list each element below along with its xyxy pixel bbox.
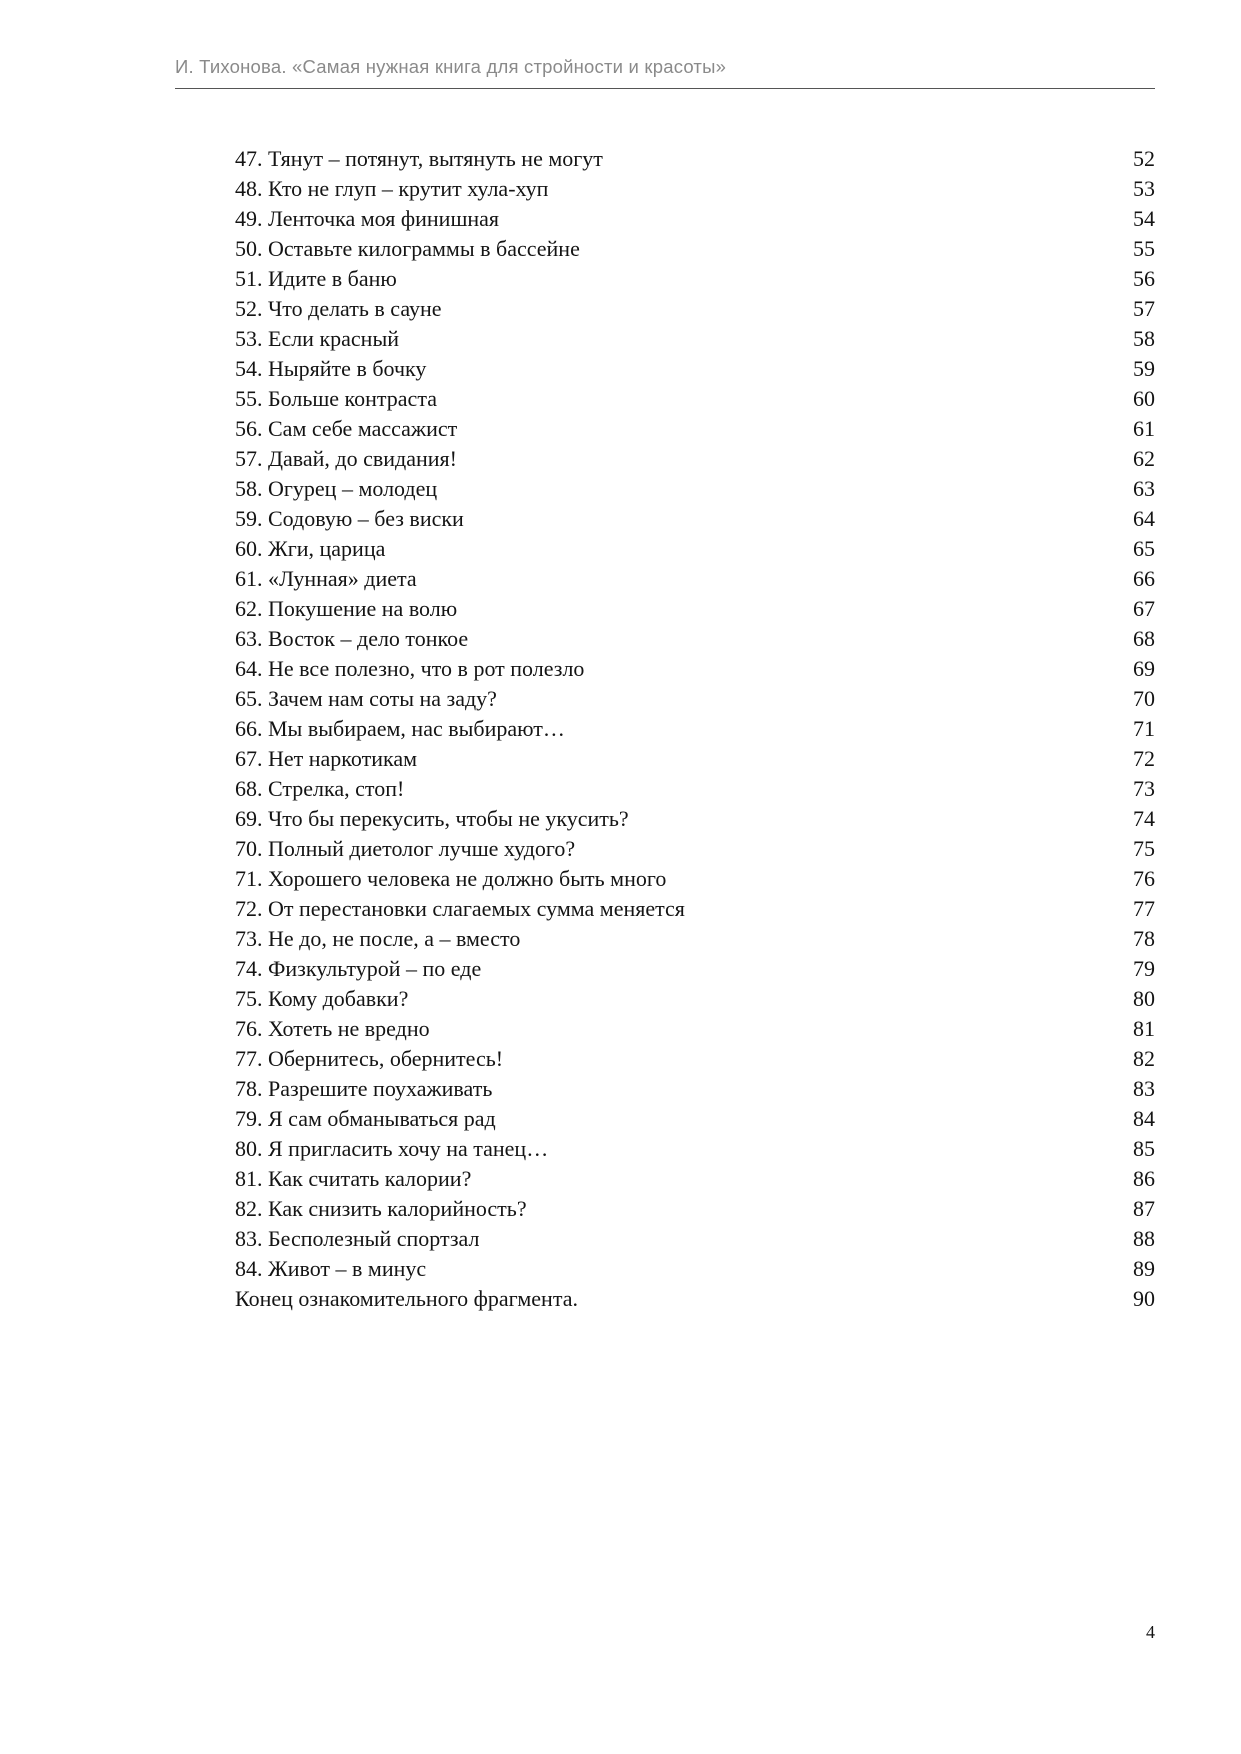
toc-entry-title: 47. Тянут – потянут, вытянуть не могут	[235, 146, 603, 171]
toc-entry-title: 82. Как снизить калорийность?	[235, 1196, 527, 1221]
toc-entry[interactable]	[235, 444, 1155, 474]
toc-entry-page: 65	[1133, 536, 1155, 561]
toc-entry[interactable]	[235, 264, 1155, 294]
toc-entry[interactable]	[235, 1224, 1155, 1254]
header-divider	[175, 88, 1155, 89]
toc-entry[interactable]	[235, 1254, 1155, 1284]
toc-entry-page: 88	[1133, 1226, 1155, 1251]
toc-entry-page: 83	[1133, 1076, 1155, 1101]
toc-entry-title: 68. Стрелка, стоп!	[235, 776, 405, 801]
toc-entry-title: 60. Жги, царица	[235, 536, 386, 561]
toc-entry[interactable]	[235, 984, 1155, 1014]
toc-entry-page: 87	[1133, 1196, 1155, 1221]
toc-entry-page: 52	[1133, 146, 1155, 171]
toc-entry-title: 67. Нет наркотикам	[235, 746, 418, 771]
toc-entry-title: 58. Огурец – молодец	[235, 476, 438, 501]
toc-entry-title: 77. Обернитесь, обернитесь!	[235, 1046, 504, 1071]
toc-entry-page: 84	[1133, 1106, 1155, 1131]
toc-entry-page: 75	[1133, 836, 1155, 861]
toc-entry[interactable]	[235, 234, 1155, 264]
toc-entry[interactable]	[235, 714, 1155, 744]
page-number: 4	[1146, 1622, 1155, 1642]
toc-entry-title: 78. Разрешите поухаживать	[235, 1076, 493, 1101]
toc-entry-title: 73. Не до, не после, а – вместо	[235, 926, 521, 951]
toc-entry-title: 56. Сам себе массажист	[235, 416, 458, 441]
toc-entry-page: 76	[1133, 866, 1155, 891]
toc-entry-page: 79	[1133, 956, 1155, 981]
toc-entry-page: 67	[1133, 596, 1155, 621]
toc-entry[interactable]	[235, 414, 1155, 444]
toc-entry[interactable]	[235, 324, 1155, 354]
toc-entry-title: 75. Кому добавки?	[235, 986, 409, 1011]
toc-entry-page: 81	[1133, 1016, 1155, 1041]
toc-entry-title: 49. Ленточка моя финишная	[235, 206, 500, 231]
toc-entry-title: 54. Ныряйте в бочку	[235, 356, 427, 381]
toc-entry[interactable]	[235, 654, 1155, 684]
toc-entry-page: 85	[1133, 1136, 1155, 1161]
toc-entry-page: 72	[1133, 746, 1155, 771]
toc-entry-page: 68	[1133, 626, 1155, 651]
toc-entry-title: 53. Если красный	[235, 326, 400, 351]
toc-entry[interactable]	[235, 774, 1155, 804]
toc-entry-title: 83. Бесполезный спортзал	[235, 1226, 480, 1251]
toc-entry-page: 55	[1133, 236, 1155, 261]
toc-entry-title: 55. Больше контраста	[235, 386, 437, 411]
toc-entry-title: 81. Как считать калории?	[235, 1166, 472, 1191]
toc-entry-title: 79. Я сам обманываться рад	[235, 1106, 496, 1131]
toc-entry-page: 64	[1133, 506, 1155, 531]
toc-entry-page: 69	[1133, 656, 1155, 681]
toc-entry[interactable]	[235, 144, 1155, 174]
toc-entry-title: 59. Содовую – без виски	[235, 506, 464, 531]
toc-entry-title: 57. Давай, до свидания!	[235, 446, 457, 471]
toc-entry-title: 76. Хотеть не вредно	[235, 1016, 430, 1041]
toc-entry-title: 71. Хорошего человека не должно быть много	[235, 866, 667, 891]
toc-entry[interactable]	[235, 1044, 1155, 1074]
toc-entry-title: Конец ознакомительного фрагмента.	[235, 1286, 578, 1311]
toc-entry-page: 89	[1133, 1256, 1155, 1281]
toc-entry[interactable]	[235, 834, 1155, 864]
toc-entry-page: 77	[1133, 896, 1155, 921]
toc-entry-title: 80. Я пригласить хочу на танец…	[235, 1136, 549, 1161]
toc-entry-page: 66	[1133, 566, 1155, 591]
toc-entry-title: 62. Покушение на волю	[235, 596, 458, 621]
toc-entry[interactable]	[235, 1194, 1155, 1224]
toc-entry-title: 65. Зачем нам соты на заду?	[235, 686, 497, 711]
running-header: И. Тихонова. «Самая нужная книга для стройности и красоты»	[175, 56, 727, 77]
toc-entry[interactable]	[235, 534, 1155, 564]
toc-entry-title: 66. Мы выбираем, нас выбирают…	[235, 716, 565, 741]
toc-entry[interactable]	[235, 204, 1155, 234]
toc-entry-title: 61. «Лунная» диета	[235, 566, 417, 591]
toc-entry-page: 82	[1133, 1046, 1155, 1071]
toc-entry[interactable]	[235, 684, 1155, 714]
toc-entry[interactable]	[235, 1014, 1155, 1044]
toc-entry-title: 74. Физкультурой – по еде	[235, 956, 482, 981]
toc-entry-page: 63	[1133, 476, 1155, 501]
toc-entry[interactable]	[235, 744, 1155, 774]
toc-entry[interactable]	[235, 504, 1155, 534]
toc-entry[interactable]	[235, 594, 1155, 624]
toc-entry[interactable]	[235, 864, 1155, 894]
toc-entry[interactable]	[235, 954, 1155, 984]
toc-entry[interactable]	[235, 924, 1155, 954]
toc-entry-page: 56	[1133, 266, 1155, 291]
toc-entry-page: 58	[1133, 326, 1155, 351]
toc-entry[interactable]	[235, 894, 1155, 924]
toc-entry-page: 53	[1133, 176, 1155, 201]
toc-entry-title: 63. Восток – дело тонкое	[235, 626, 469, 651]
table-of-contents	[235, 144, 1155, 1314]
toc-entry[interactable]	[235, 804, 1155, 834]
toc-entry-page: 54	[1133, 206, 1155, 231]
toc-entry-page: 74	[1133, 806, 1155, 831]
toc-entry-page: 86	[1133, 1166, 1155, 1191]
toc-entry-page: 71	[1133, 716, 1155, 741]
toc-entry-page: 61	[1133, 416, 1155, 441]
toc-entry-title: 52. Что делать в сауне	[235, 296, 442, 321]
toc-entry-page: 90	[1133, 1286, 1155, 1311]
toc-entry-title: 70. Полный диетолог лучше худого?	[235, 836, 576, 861]
toc-entry[interactable]	[235, 474, 1155, 504]
toc-entry[interactable]	[235, 1074, 1155, 1104]
toc-entry[interactable]	[235, 354, 1155, 384]
toc-entry[interactable]	[235, 174, 1155, 204]
toc-entry[interactable]	[235, 564, 1155, 594]
toc-entry-title: 72. От перестановки слагаемых сумма меняется	[235, 896, 685, 921]
toc-entry-page: 73	[1133, 776, 1155, 801]
toc-entry[interactable]	[235, 384, 1155, 414]
toc-entry-title: 64. Не все полезно, что в рот полезло	[235, 656, 585, 681]
toc-entry-page: 62	[1133, 446, 1155, 471]
toc-entry[interactable]	[235, 1284, 1155, 1314]
toc-entry-page: 57	[1133, 296, 1155, 321]
toc-entry-page: 78	[1133, 926, 1155, 951]
toc-entry[interactable]	[235, 624, 1155, 654]
toc-entry-title: 50. Оставьте килограммы в бассейне	[235, 236, 580, 261]
toc-entry-page: 70	[1133, 686, 1155, 711]
toc-entry[interactable]	[235, 1164, 1155, 1194]
toc-entry[interactable]	[235, 1104, 1155, 1134]
toc-entry-page: 59	[1133, 356, 1155, 381]
toc-entry-page: 80	[1133, 986, 1155, 1011]
toc-entry[interactable]	[235, 1134, 1155, 1164]
toc-entry-title: 51. Идите в баню	[235, 266, 397, 291]
toc-entry-title: 69. Что бы перекусить, чтобы не укусить?	[235, 806, 629, 831]
toc-entry[interactable]	[235, 294, 1155, 324]
toc-entry-page: 60	[1133, 386, 1155, 411]
toc-entry-title: 84. Живот – в минус	[235, 1256, 427, 1281]
toc-entry-title: 48. Кто не глуп – крутит хула-хуп	[235, 176, 549, 201]
